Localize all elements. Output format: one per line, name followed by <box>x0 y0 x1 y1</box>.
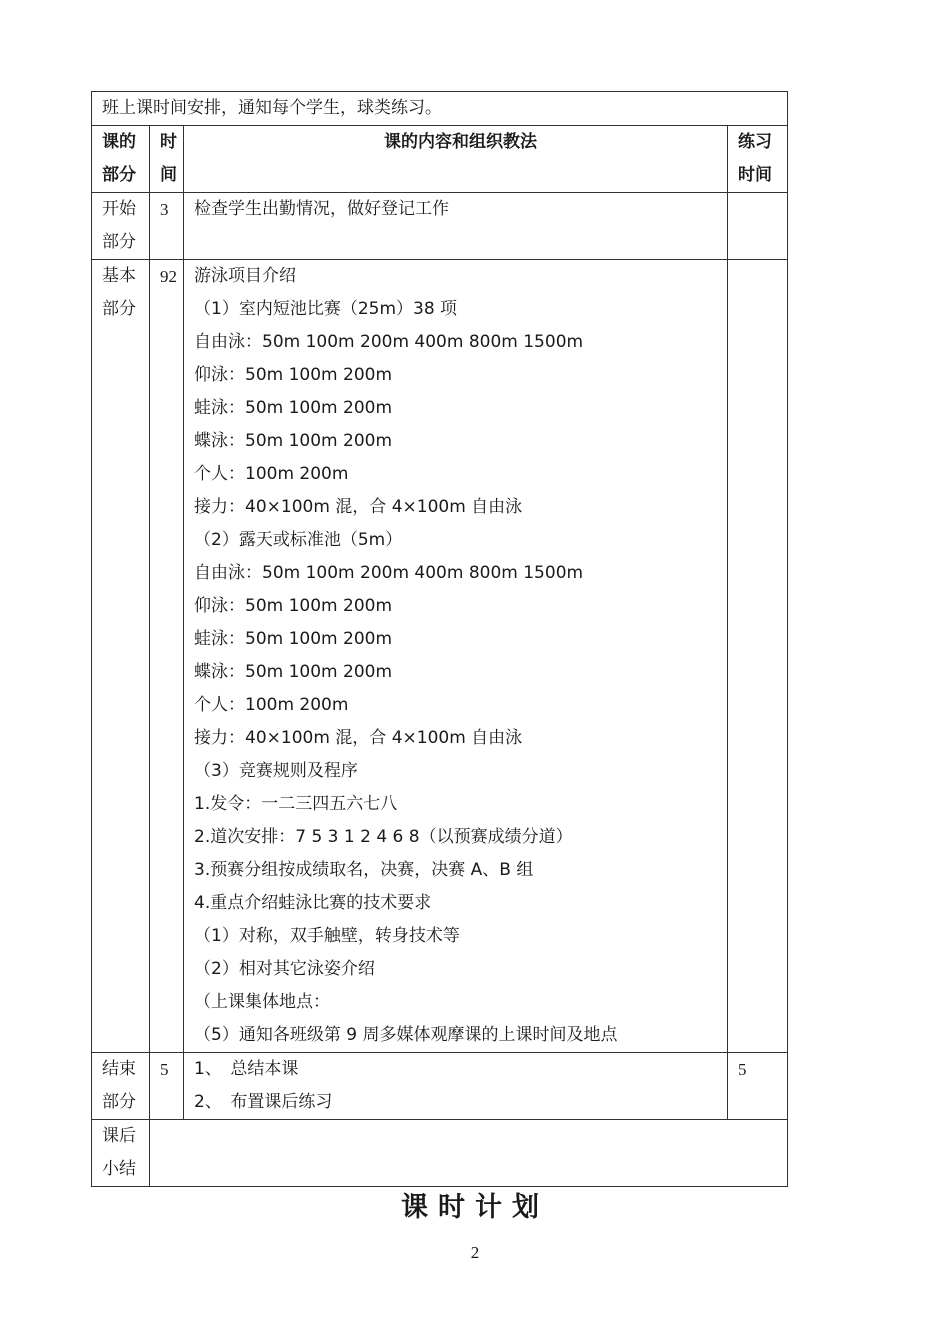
basic-line: 2.道次安排：7 5 3 1 2 4 6 8（以预赛成绩分道） <box>194 827 573 847</box>
basic-line: （1）室内短池比赛（25m）38 项 <box>194 299 458 319</box>
basic-practice <box>728 260 788 1053</box>
end-time: 5 <box>150 1053 184 1120</box>
end-practice: 5 <box>728 1053 788 1120</box>
end-label-line1: 结束 <box>102 1059 136 1079</box>
header-part-line2: 部分 <box>102 165 136 185</box>
header-practice <box>728 126 788 193</box>
basic-line: 游泳项目介绍 <box>194 266 296 286</box>
summary-row <box>92 1120 788 1187</box>
page-title: 课时计划 <box>401 1192 549 1223</box>
basic-line: （5）通知各班级第 9 周多媒体观摩课的上课时间及地点 <box>194 1025 618 1045</box>
end-label-line2: 部分 <box>102 1092 136 1112</box>
basic-line: 接力：40×100m 混，合 4×100m 自由泳 <box>194 497 523 517</box>
header-part-line1: 课的 <box>102 132 136 152</box>
page-number: 2 <box>470 1243 480 1262</box>
header-part <box>92 126 150 193</box>
lesson-plan-table <box>91 91 788 1187</box>
basic-line: （1）对称，双手触壁，转身技术等 <box>194 926 460 946</box>
basic-line: 仰泳：50m 100m 200m <box>194 365 393 385</box>
basic-label <box>92 260 150 1053</box>
start-practice <box>728 193 788 260</box>
basic-line: 接力：40×100m 混，合 4×100m 自由泳 <box>194 728 523 748</box>
start-content: 检查学生出勤情况，做好登记工作 <box>184 193 728 260</box>
header-practice-line1: 练习 <box>738 132 772 152</box>
basic-line: （上课集体地点： <box>194 992 330 1012</box>
header-time-line2: 间 <box>160 165 177 185</box>
basic-line: 蛙泳：50m 100m 200m <box>194 629 393 649</box>
basic-line: 蝶泳：50m 100m 200m <box>194 662 393 682</box>
basic-line: 蛙泳：50m 100m 200m <box>194 398 393 418</box>
header-practice-line2: 时间 <box>738 165 772 185</box>
end-line: 1、 总结本课 <box>194 1059 299 1079</box>
basic-label-line1: 基本 <box>102 266 136 286</box>
start-label <box>92 193 150 260</box>
basic-line: 自由泳：50m 100m 200m 400m 800m 1500m <box>194 332 584 352</box>
header-time <box>150 126 184 193</box>
basic-label-line2: 部分 <box>102 299 136 319</box>
summary-content <box>150 1120 788 1187</box>
basic-row <box>92 260 788 1053</box>
basic-line: （3）竞赛规则及程序 <box>194 761 358 781</box>
start-label-line2: 部分 <box>102 232 136 252</box>
basic-line: 4.重点介绍蛙泳比赛的技术要求 <box>194 893 432 913</box>
basic-time: 92 <box>150 260 184 1053</box>
basic-line: 自由泳：50m 100m 200m 400m 800m 1500m <box>194 563 584 583</box>
header-row <box>92 126 788 193</box>
basic-line: 3.预赛分组按成绩取名，决赛，决赛 A、B 组 <box>194 860 534 880</box>
basic-line: 仰泳：50m 100m 200m <box>194 596 393 616</box>
end-content <box>184 1053 728 1120</box>
end-label <box>92 1053 150 1120</box>
basic-line: （2）相对其它泳姿介绍 <box>194 959 375 979</box>
top-note: 班上课时间安排，通知每个学生，球类练习。 <box>92 92 788 126</box>
top-note-row <box>92 92 788 126</box>
basic-content <box>184 260 728 1053</box>
end-row <box>92 1053 788 1120</box>
basic-line: 个人：100m 200m <box>194 695 349 715</box>
header-content: 课的内容和组织教法 <box>184 126 728 193</box>
summary-label <box>92 1120 150 1187</box>
basic-line: 1.发令：一二三四五六七八 <box>194 794 398 814</box>
basic-line: 蝶泳：50m 100m 200m <box>194 431 393 451</box>
start-row <box>92 193 788 260</box>
header-time-line1: 时 <box>160 132 177 152</box>
summary-label-line1: 课后 <box>102 1126 136 1146</box>
end-line: 2、 布置课后练习 <box>194 1092 333 1112</box>
basic-line: 个人：100m 200m <box>194 464 349 484</box>
basic-line: （2）露天或标准池（5m） <box>194 530 403 550</box>
start-time: 3 <box>150 193 184 260</box>
summary-label-line2: 小结 <box>102 1159 136 1179</box>
start-label-line1: 开始 <box>102 199 136 219</box>
